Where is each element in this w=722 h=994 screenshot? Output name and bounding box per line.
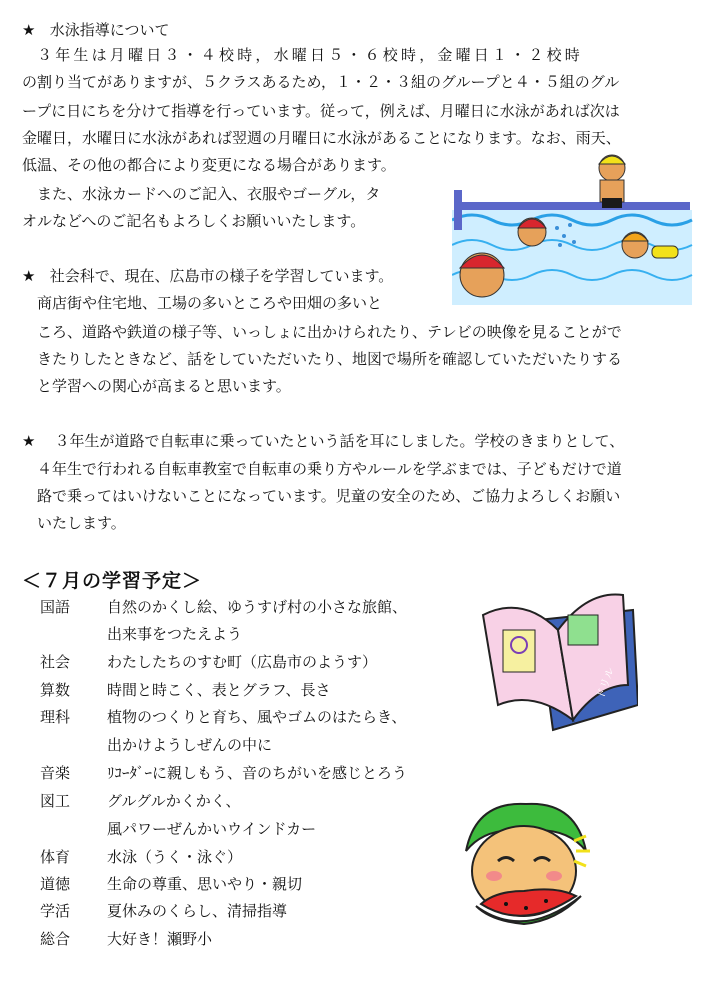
swim-line-7: オルなどへのご記名もよろしくお願いいたします。 xyxy=(22,212,366,230)
star-icon: ★ xyxy=(22,432,36,450)
swim-line-4: 金曜日，水曜日に水泳があれば翌週の月曜日に水泳があることになります。なお、雨天、 xyxy=(22,129,621,147)
star-icon: ★ xyxy=(22,21,36,39)
schedule-content: 出かけようしぜんの中に xyxy=(107,736,273,754)
schedule-content: 風パワーぜんかいウインドカー xyxy=(107,820,317,838)
swimming-pool-illustration xyxy=(452,150,698,310)
schedule-subject: 理科 xyxy=(40,708,71,726)
swim-line-1: ３年生は月曜日３・４校時，水曜日５・６校時，金曜日１・２校時 xyxy=(37,46,584,64)
boy-watermelon-illustration xyxy=(456,796,596,946)
swim-line-5: 低温、その他の都合により変更になる場合があります。 xyxy=(22,156,396,174)
schedule-content: 水泳（うく・泳ぐ） xyxy=(107,848,243,866)
social-line-4: きたりしたときなど、話をしていただいたり、地図で場所を確認していただいたりする xyxy=(37,350,623,368)
star-icon: ★ xyxy=(22,267,36,285)
schedule-content: 植物のつくりと育ち、風やゴムのはたらき、 xyxy=(107,708,407,726)
swim-line-3: ープに日にちを分けて指導を行っています。従って，例えば、月曜日に水泳があれば次は xyxy=(22,102,620,120)
schedule-content: ﾘｺｰﾀﾞｰに親しもう、音のちがいを感じとろう xyxy=(107,764,408,782)
book-cover-text: ドリル xyxy=(593,665,618,702)
schedule-content: 生命の尊重、思いやり・親切 xyxy=(107,875,303,893)
schedule-subject: 道徳 xyxy=(40,875,71,893)
bicycle-line-1 xyxy=(22,431,624,451)
schedule-content: わたしたちのすむ町（広島市のようす） xyxy=(107,653,378,671)
swim-title: 水泳指導について xyxy=(49,21,170,39)
social-text-1: 社会科で、現在、広島市の様子を学習しています。 xyxy=(49,267,394,285)
social-line-1 xyxy=(22,266,393,286)
schedule-subject: 音楽 xyxy=(40,764,71,782)
schedule-heading: ＜７月の学習予定＞ xyxy=(22,570,203,592)
schedule-content: 時間と時こく、表とグラフ、長さ xyxy=(107,681,331,699)
swim-heading xyxy=(22,20,169,40)
bicycle-line-3: 路で乗ってはいけないことになっています。児童の安全のため、ご協力よろしくお願い xyxy=(37,487,621,505)
schedule-subject: 体育 xyxy=(40,848,71,866)
schedule-subject: 国語 xyxy=(40,598,71,616)
schedule-content: グルグルかくかく、 xyxy=(107,792,241,810)
open-book-illustration xyxy=(478,590,638,740)
bicycle-line-4: いたします。 xyxy=(37,514,126,532)
schedule-subject: 総合 xyxy=(40,930,71,948)
bicycle-text-1: ３年生が道路で自転車に乗っていたという話を耳にしました。学校のきまりとして、 xyxy=(54,432,625,450)
social-line-2: 商店街や住宅地、工場の多いところや田畑の多いと xyxy=(37,294,383,312)
schedule-content: 出来事をつたえよう xyxy=(107,625,243,643)
swim-line-6: また、水泳カードへのご記入、衣服やゴーグル，タ xyxy=(37,185,381,203)
bicycle-line-2: ４年生で行われる自転車教室で自転車の乗り方やルールを学ぶまでは、子どもだけで道 xyxy=(37,460,622,478)
swim-line-2: の割り当てがありますが、５クラスあるため，１・２・３組のグループと４・５組のグル xyxy=(22,73,620,91)
schedule-subject: 図工 xyxy=(40,792,71,810)
schedule-subject: 学活 xyxy=(40,902,71,920)
schedule-content: 自然のかくし絵、ゆうすげ村の小さな旅館、 xyxy=(107,598,408,616)
schedule-subject: 算数 xyxy=(40,681,71,699)
social-line-3: ころ、道路や鉄道の様子等、いっしょに出かけられたり、テレビの映像を見ることがで xyxy=(37,323,622,341)
schedule-content: 夏休みのくらし、清掃指導 xyxy=(107,902,288,920)
schedule-content: 大好き！瀬野小 xyxy=(107,930,213,948)
schedule-subject: 社会 xyxy=(40,653,71,671)
social-line-5: と学習への関心が高まると思います。 xyxy=(37,377,291,395)
